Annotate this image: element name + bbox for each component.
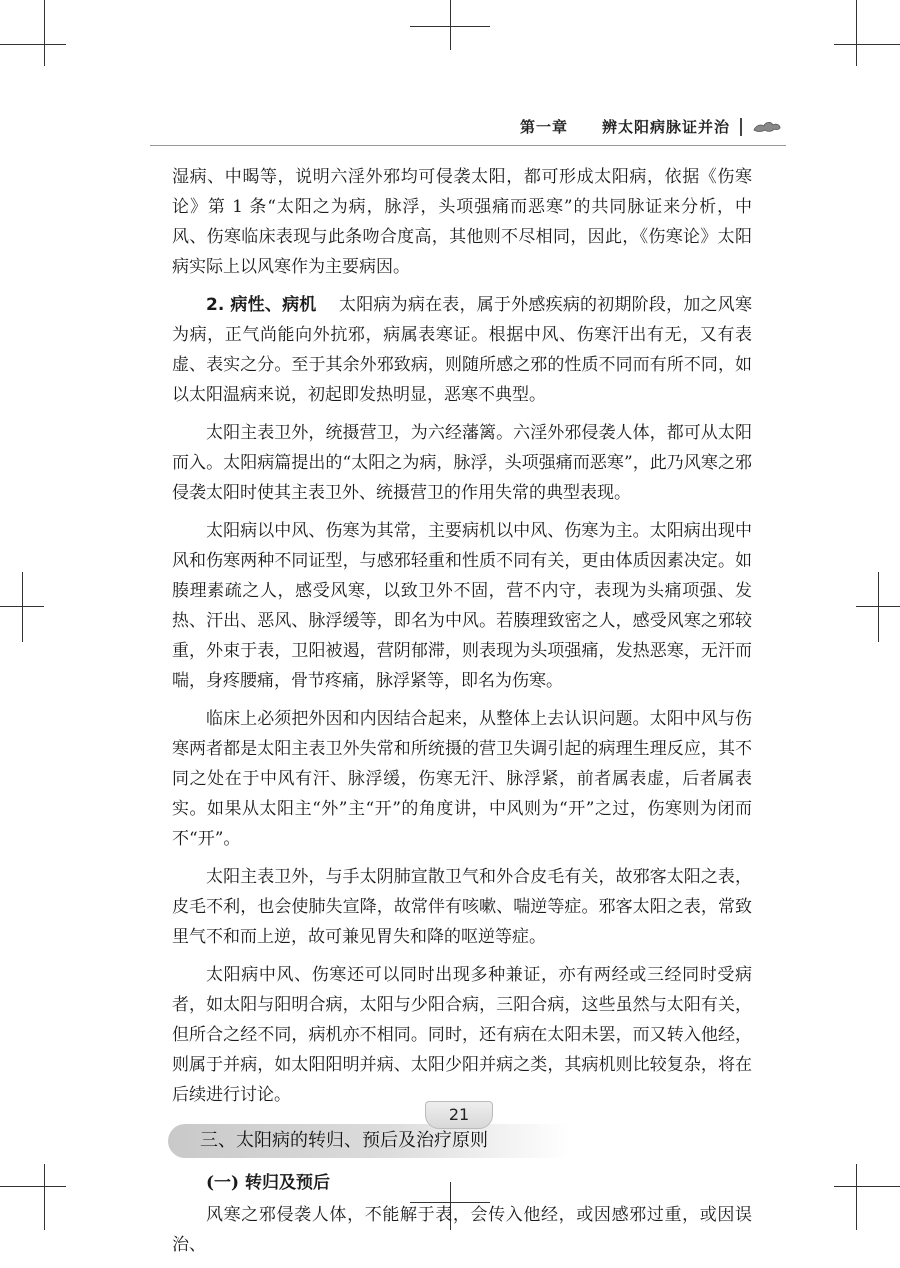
paragraph: 湿病、中暍等，说明六淫外邪均可侵袭太阳，都可形成太阳病，依据《伤寒论》第 1 条“太阳之为病，脉浮，头项强痛而恶寒”的共同脉证来分析，中风、伤寒临床表现与此条吻合度高，其他则不尽相同，因此，《伤寒论》太阳病实际上以风寒作为主要病因。 xyxy=(172,167,752,277)
paragraph: 太阳病中风、伤寒还可以同时出现多种兼证，亦有两经或三经同时受病者，如太阳与阳明合病，太阳与少阳合病，三阳合病，这些虽然与太阳有关，但所合之经不同，病机亦不相同。同时，还有病在太阳未罢，而又转入他经，则属于并病，如太阳阳明并病、太阳少阳并病之类，其病机则比较复杂，将在后续进行讨论。 xyxy=(172,965,752,1105)
registration-mark xyxy=(22,572,23,642)
paragraph: 临床上必须把外因和内因结合起来，从整体上去认识问题。太阳中风与伤寒两者都是太阳主表卫外失常和所统摄的营卫失调引起的病理生理反应，其不同之处在于中风有汗、脉浮缓，伤寒无汗、脉浮紧，前者属表虚，后者属表实。如果从太阳主“外”主“开”的角度讲，中风则为“开”之过，伤寒则为闭而不“开”。 xyxy=(172,709,752,849)
paragraph-lead: 2. 病性、病机 xyxy=(206,295,317,315)
chapter-label: 第一章 xyxy=(519,118,568,136)
page-number: 21 xyxy=(425,1101,493,1129)
header-divider xyxy=(740,118,742,136)
paragraph: 太阳病以中风、伤寒为其常，主要病机以中风、伤寒为主。太阳病出现中风和伤寒两种不同证型，与感邪轻重和性质不同有关，更由体质因素决定。如腠理素疏之人，感受风寒，以致卫外不固，营不内守，表现为头痛项强、发热、汗出、恶风、脉浮缓等，即名为中风。若腠理致密之人，感受风寒之邪较重，外束于表，卫阳被遏，营阴郁滞，则表现为头项强痛，发热恶寒，无汗而喘，身疼腰痛，骨节疼痛，脉浮紧等，即名为伤寒。 xyxy=(172,521,752,691)
crop-mark xyxy=(44,1164,45,1230)
crop-mark xyxy=(44,0,45,66)
header-rule xyxy=(150,145,786,146)
subsection-heading: (一) 转归及预后 xyxy=(206,1173,331,1193)
section-heading: 三、太阳病的转归、预后及治疗原则 xyxy=(168,1124,570,1158)
registration-mark xyxy=(878,572,879,642)
crop-mark xyxy=(856,0,857,66)
crop-mark xyxy=(0,1186,66,1187)
crop-mark xyxy=(834,44,900,45)
crop-mark xyxy=(834,1186,900,1187)
paragraph: 太阳主表卫外，统摄营卫，为六经藩篱。六淫外邪侵袭人体，都可从太阳而入。太阳病篇提出的“太阳之为病，脉浮，头项强痛而恶寒”，此乃风寒之邪侵袭太阳时使其主表卫外、统摄营卫的作用失常的典型表现。 xyxy=(172,423,752,503)
crop-mark xyxy=(856,1164,857,1230)
running-header xyxy=(520,116,782,137)
paragraph: 2. 病性、病机 太阳病为病在表，属于外感疾病的初期阶段，加之风寒为病，正气尚能向外抗邪，病属表寒证。根据中风、伤寒汗出有无，又有表虚、表实之分。至于其余外邪致病，则随所感之邪的性质不同而有所不同，如以太阳温病来说，初起即发热明显，恶寒不典型。 xyxy=(172,295,752,405)
registration-mark xyxy=(450,0,451,50)
cloud-ornament-icon xyxy=(752,119,782,135)
paragraph: 风寒之邪侵袭人体，不能解于表，会传入他经，或因感邪过重，或因误治、 xyxy=(172,1205,752,1255)
paragraph: 太阳主表卫外，与手太阴肺宣散卫气和外合皮毛有关，故邪客太阳之表，皮毛不利，也会使肺失宣降，故常伴有咳嗽、喘逆等症。邪客太阳之表，常致里气不和而上逆，故可兼见胃失和降的呕逆等症。 xyxy=(172,867,752,947)
chapter-title: 辨太阳病脉证并治 xyxy=(601,118,730,136)
crop-mark xyxy=(0,44,66,45)
